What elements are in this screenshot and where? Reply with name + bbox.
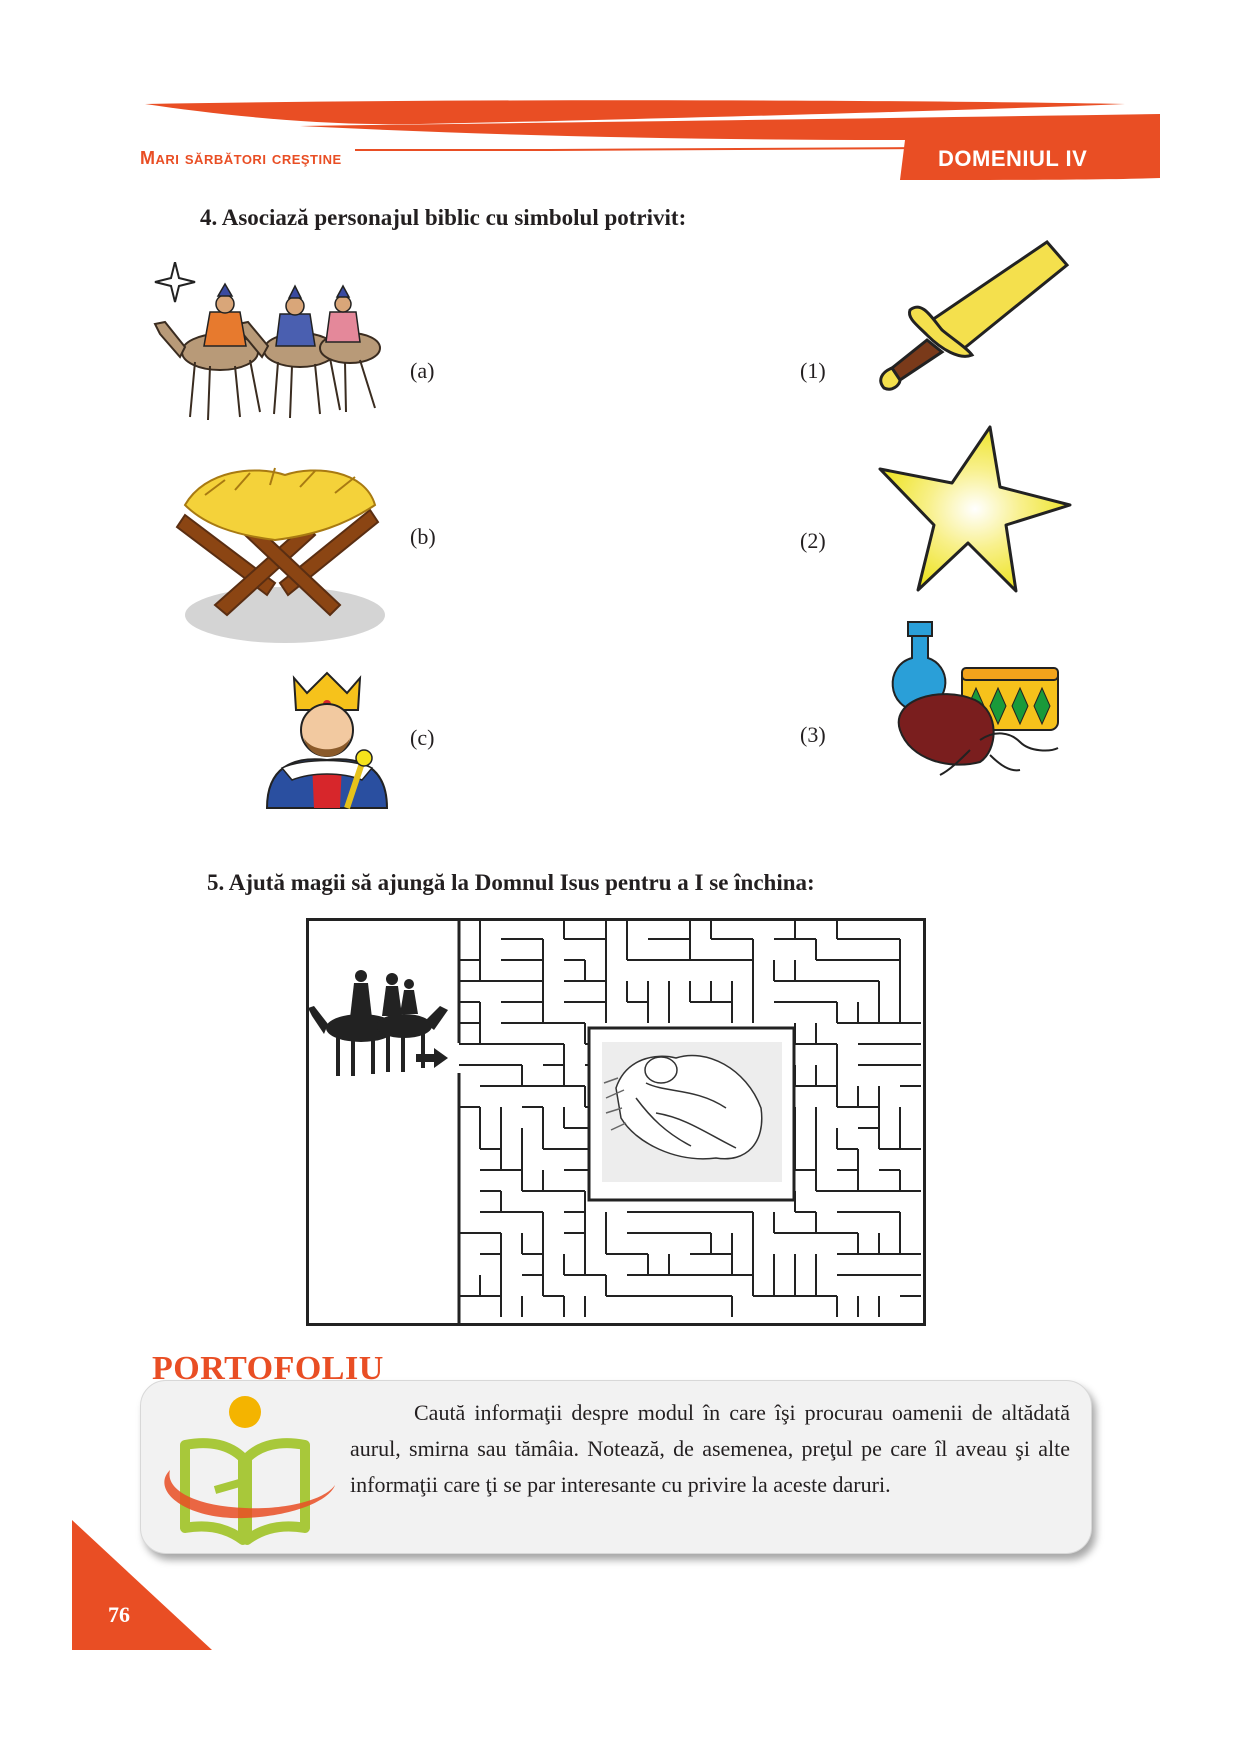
manger-image (175, 465, 385, 650)
label-b: (b) (410, 524, 436, 549)
task5-title: 5. Ajută magii să ajungă la Domnul Isus pentru a I se închina: (207, 870, 815, 895)
label-a: (a) (410, 358, 435, 383)
magi-camels-image (150, 262, 390, 432)
chapter-title: Mari sărbători creştine (140, 148, 342, 168)
star-icon (878, 425, 1073, 595)
label-3: (3) (800, 722, 826, 747)
page-number: 76 (108, 1602, 130, 1627)
king-image (262, 668, 392, 813)
label-2: (2) (800, 528, 826, 553)
task4-title: 4. Asociază personajul biblic cu simbolul potrivit: (200, 205, 687, 230)
domain-label: DOMENIUL IV (938, 146, 1088, 171)
sword-icon (872, 240, 1072, 395)
footer-corner (72, 1520, 212, 1650)
gifts-icon (880, 620, 1070, 780)
label-c: (c) (410, 725, 435, 750)
portfolio-title: PORTOFOLIU (152, 1350, 384, 1387)
maze-puzzle[interactable] (306, 918, 926, 1326)
label-1: (1) (800, 358, 826, 383)
portfolio-text: Caută informaţii despre modul în care îşi procurau oamenii de altădată aurul, smirna sau tămâia. Notează, de asemenea, preţul pe care îl aveau şi alte informaţii care ţi se par interesante cu privire la aceste daruri. (350, 1400, 1070, 1497)
guiding-star-icon (155, 262, 195, 302)
